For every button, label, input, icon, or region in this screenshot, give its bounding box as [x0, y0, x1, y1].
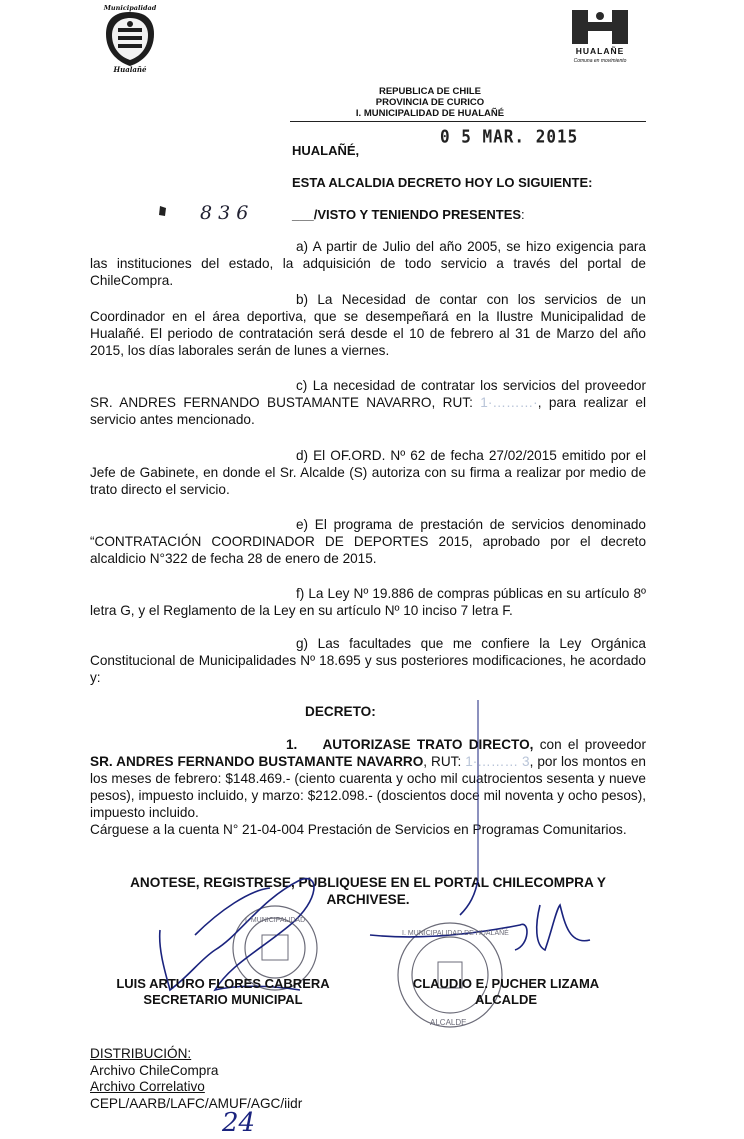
decreto-charge: Cárguese a la cuenta N° 21-04-004 Prestación de Servicios en Programas Comunitarios. — [90, 822, 627, 837]
distribution-line: Archivo Correlativo — [90, 1079, 205, 1094]
signatory-right — [386, 976, 626, 1008]
signatory-left-title: SECRETARIO MUNICIPAL — [143, 992, 303, 1007]
decree-number: 8 3 6 — [200, 202, 249, 224]
decreto-heading: DECRETO: — [305, 704, 376, 719]
distribution-block — [90, 1046, 302, 1112]
signatory-left — [88, 976, 358, 1008]
clause-c-text: c) La necesidad de contratar los servicios del proveedor SR. ANDRES FERNANDO BUSTAMANTE NAVARRO, RUT: — [90, 378, 646, 410]
clause-b-text: b) La Necesidad de contar con los servicios de un Coordinador en el área deportiva, que se desempeñará en la Ilustre Municipalidad de Hualañé. El periodo de contratación será desde el 10 de febrero al 31 de Marzo del año 2015, los días laborales serán de lunes a viernes. — [90, 292, 646, 358]
decreto-t3: , por los montos en los meses de febrero: $148.469.- (ciento cuarenta y ocho mil cuatrocientos sesenta y nueve pesos), impuesto incluido, y marzo: $212.098.- (doscientos doce mil noventa y ocho pesos), impuesto incluido. — [90, 754, 646, 820]
distribution-line: Archivo ChileCompra — [90, 1062, 219, 1078]
seal-bottom-text: Hualañé — [113, 65, 147, 74]
decreto-lead: AUTORIZASE TRATO DIRECTO, — [322, 737, 534, 752]
right-stamp-text: I. MUNICIPALIDAD DE HUALAÑÉ — [402, 930, 509, 937]
visto-colon: : — [521, 207, 525, 222]
closing-line2: ARCHIVESE. — [326, 892, 410, 907]
clause-c-rut: 1·………· — [480, 395, 538, 410]
date-stamp: 0 5 MAR. 2015 — [440, 126, 579, 147]
right-stamp-bottom: ALCALDE — [430, 1018, 467, 1027]
signatory-left-name: LUIS ARTURO FLORES CABRERA — [116, 976, 330, 991]
clause-d-text: d) El OF.ORD. Nº 62 de fecha 27/02/2015 emitido por el Jefe de Gabinete, en donde el Sr. Alcalde (S) autoriza con su firma a realizar por medio de trato directo el servicio. — [90, 448, 646, 497]
right-stamp — [398, 923, 502, 1027]
right-signature — [370, 700, 590, 950]
header-provincia: PROVINCIA DE CURICO — [375, 97, 485, 108]
visto-label: VISTO Y TENIENDO PRESENTES — [317, 207, 522, 222]
clause-c-end: , para realizar el servicio antes mencionado. — [90, 395, 647, 427]
decreto-t2: , RUT: — [423, 754, 466, 769]
logo-tagline: Comuna en movimiento — [573, 58, 627, 64]
left-stamp-text: I. MUNICIPALIDAD — [245, 917, 306, 924]
visto-prefix: ___/ — [292, 207, 318, 222]
distribution-title: DISTRIBUCIÓN: — [90, 1046, 192, 1061]
clause-e-text: e) El programa de prestación de servicios denominado “CONTRATACIÓN COORDINADOR DE DEPORTES 2015, aprobado por el decreto alcaldicio N°322 de fecha 28 de enero de 2015. — [90, 517, 646, 566]
decreto-rut: 1·……… 3 — [465, 754, 530, 769]
place-heading: HUALAÑÉ, — [292, 143, 360, 158]
logo-name: HUALAÑE — [575, 46, 625, 56]
header-municipalidad: I. MUNICIPALIDAD DE HUALAÑÉ — [355, 108, 505, 119]
closing-line1: ANOTESE, REGISTRESE, PUBLIQUESE EN EL PORTAL CHILECOMPRA Y — [130, 875, 606, 890]
decreto-t1: con el proveedor — [533, 737, 646, 752]
clause-a-text: a) A partir de Julio del año 2005, se hizo exigencia para las instituciones del estado, la adquisición de todo servicio a través del portal de ChileCompra. — [90, 239, 646, 288]
intro-heading: ESTA ALCALDIA DECRETO HOY LO SIGUIENTE: — [292, 175, 593, 190]
signatory-right-name: CLAUDIO E. PUCHER LIZAMA — [412, 976, 600, 991]
clause-g-text: g) Las facultades que me confiere la Ley Orgánica Constitucional de Municipalidades Nº 18.695 y sus posteriores modificaciones, he acordado y: — [90, 636, 646, 685]
distribution-line: CEPL/AARB/LAFC/AMUF/AGC/iidr — [90, 1095, 303, 1111]
signatory-right-title: ALCALDE — [474, 992, 538, 1007]
page-mark: 24 — [222, 1108, 256, 1138]
decreto-num: 1. — [286, 737, 298, 752]
header-republica: REPUBLICA DE CHILE — [378, 86, 482, 97]
seal-top-text: Municipalidad — [103, 4, 157, 12]
clause-f-text: f) La Ley Nº 19.886 de compras públicas en su artículo 8º letra G, y el Reglamento de la Ley en su artículo Nº 10 inciso 7 letra F. — [90, 586, 646, 618]
decreto-provider: SR. ANDRES FERNANDO BUSTAMANTE NAVARRO — [90, 754, 424, 769]
